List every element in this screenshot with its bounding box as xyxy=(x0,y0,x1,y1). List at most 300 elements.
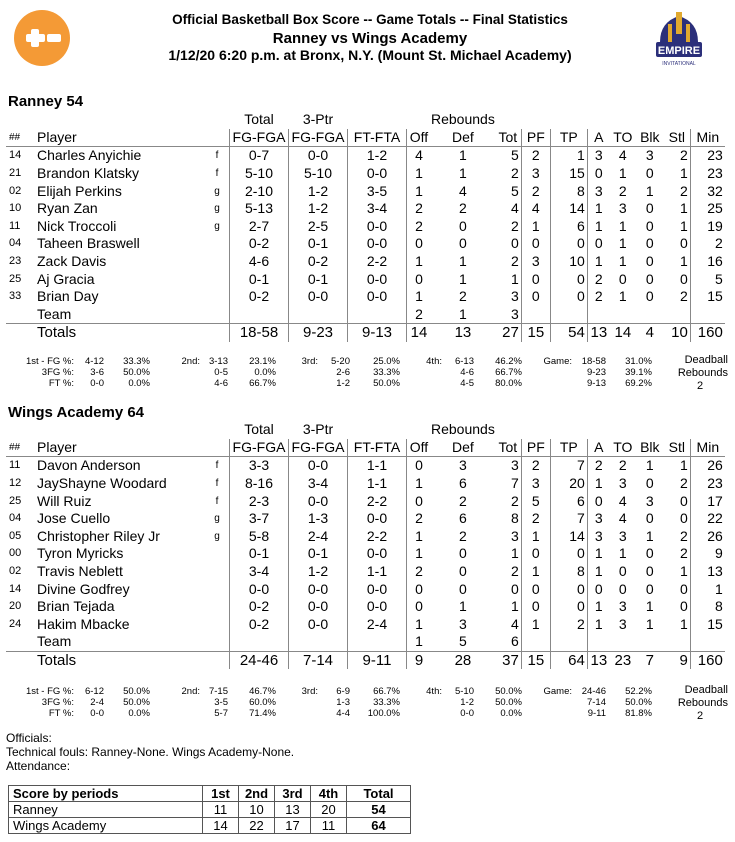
stat-pf: 2 xyxy=(521,457,550,475)
column-header: Off xyxy=(407,439,432,457)
team-row-cell xyxy=(289,306,348,324)
stat-min: 13 xyxy=(690,563,725,581)
stat-fg3: 0-0 xyxy=(289,598,348,616)
stat-fg: 0-1 xyxy=(230,545,289,563)
stat-min: 19 xyxy=(690,218,725,236)
stat-ft: 1-2 xyxy=(348,147,407,165)
stat-pf: 0 xyxy=(521,580,550,598)
stat-fg3: 0-2 xyxy=(289,253,348,271)
h1-made-attempted: 2-4 xyxy=(90,697,104,708)
h3-made-attempted: 1-2 xyxy=(336,378,350,389)
group-header-cell xyxy=(348,421,407,439)
stat-min: 32 xyxy=(690,182,725,200)
totals-cell: 14 xyxy=(610,324,636,342)
player-number: 02 xyxy=(9,565,22,578)
stat-a: 3 xyxy=(587,528,610,546)
team-row-cell xyxy=(6,306,31,324)
h1-percent: 50.0% xyxy=(123,697,150,708)
stat-a: 1 xyxy=(587,475,610,493)
deadball-label: Deadball xyxy=(684,354,728,366)
h4-percent: 50.0% xyxy=(495,686,522,697)
column-header: Tot xyxy=(495,129,522,147)
player-number: 05 xyxy=(9,529,22,542)
player-name: Elijah Perkins xyxy=(37,182,122,199)
stat-to: 4 xyxy=(618,492,627,509)
column-header: Blk xyxy=(636,129,664,147)
stat-pf: 0 xyxy=(521,598,550,616)
stat-tp: 7 xyxy=(550,457,587,475)
h1-made-attempted: 0-0 xyxy=(90,708,104,719)
stat-pf: 2 xyxy=(521,147,550,165)
h4-made-attempted: 0-0 xyxy=(460,708,474,719)
stat-stl: 2 xyxy=(680,475,688,492)
totals-cell: 28 xyxy=(431,651,495,669)
team-row-cell xyxy=(521,633,550,651)
column-header: TP xyxy=(550,129,587,147)
stat-pf: 1 xyxy=(521,616,550,634)
group-header-cell: Rebounds xyxy=(431,421,495,438)
stat-fg: 0-2 xyxy=(230,616,289,634)
player-position: g xyxy=(214,513,220,525)
player-position xyxy=(205,598,230,616)
column-header: FT-FTA xyxy=(348,129,407,147)
technical-fouls-line: Technical fouls: Ranney-None. Wings Academy-None. xyxy=(6,745,295,759)
stat-blk: 0 xyxy=(645,270,654,287)
period-score: 10 xyxy=(239,802,275,818)
column-header: A xyxy=(587,439,610,457)
stat-to: 0 xyxy=(618,563,627,580)
h4-made-attempted: 1-2 xyxy=(460,697,474,708)
h4-label: 4th: xyxy=(426,686,442,697)
group-header-cell xyxy=(205,421,230,439)
team-row-cell: 1 xyxy=(459,305,467,322)
stat-def: 2 xyxy=(459,200,467,217)
stat-to: 1 xyxy=(618,288,627,305)
score-by-periods-table xyxy=(8,785,411,834)
team-row-cell xyxy=(636,306,664,324)
player-position xyxy=(205,270,230,288)
stat-tot: 2 xyxy=(511,563,519,580)
h1-percent: 50.0% xyxy=(123,367,150,378)
column-group-header xyxy=(6,421,725,439)
stat-fg3: 1-3 xyxy=(289,510,348,528)
stat-fg3: 0-0 xyxy=(289,616,348,634)
stat-blk: 1 xyxy=(645,457,654,474)
stat-fg3: 0-1 xyxy=(289,545,348,563)
stat-a: 0 xyxy=(587,492,610,510)
stat-blk: 0 xyxy=(645,253,654,270)
totals-cell: 160 xyxy=(690,324,725,342)
h4-made-attempted: 5-10 xyxy=(454,686,474,697)
stat-fg3: 0-0 xyxy=(289,288,348,306)
stat-tp: 8 xyxy=(550,563,587,581)
group-header-cell xyxy=(31,111,205,129)
game-made-attempted: 9-11 xyxy=(587,708,606,719)
stat-ft: 0-0 xyxy=(348,218,407,236)
h2-made-attempted: 7-15 xyxy=(208,686,228,697)
column-header-row xyxy=(6,439,725,457)
h1-percent: 0.0% xyxy=(128,378,150,389)
column-header: PF xyxy=(521,129,550,147)
stat-stl: 1 xyxy=(680,217,688,234)
stat-tp: 20 xyxy=(550,475,587,493)
periods-header-1st: 1st xyxy=(203,786,239,802)
h3-made-attempted: 1-3 xyxy=(336,697,350,708)
h3-percent: 50.0% xyxy=(373,378,400,389)
h4-percent: 0.0% xyxy=(500,708,522,719)
player-row xyxy=(6,270,725,288)
team-row-cell xyxy=(664,306,691,324)
stat-def: 1 xyxy=(459,165,467,182)
stat-a: 3 xyxy=(587,510,610,528)
h2-made-attempted: 3-13 xyxy=(208,356,228,367)
period-score: 14 xyxy=(203,818,239,834)
totals-cell: 13 xyxy=(431,324,495,342)
stat-stl: 1 xyxy=(680,457,688,474)
periods-header-2nd: 2nd xyxy=(239,786,275,802)
stat-blk: 3 xyxy=(645,492,654,509)
stat-off: 0 xyxy=(407,457,432,475)
player-row xyxy=(6,457,725,475)
stat-tp: 0 xyxy=(550,545,587,563)
stat-min: 26 xyxy=(690,528,725,546)
team-row-cell xyxy=(205,306,230,324)
player-name: Tyron Myricks xyxy=(37,545,124,562)
player-name: Brian Tejada xyxy=(37,598,115,615)
period-score: 13 xyxy=(275,802,311,818)
stat-tot: 2 xyxy=(511,492,519,509)
team-title-wings: Wings Academy 64 xyxy=(8,404,145,421)
column-group-header xyxy=(6,111,725,129)
h4-label: 4th: xyxy=(426,356,442,367)
h1-made-attempted: 0-0 xyxy=(90,378,104,389)
deadball-rebounds-value: 2 xyxy=(696,710,704,722)
stat-tot: 4 xyxy=(511,200,519,217)
h4-percent: 66.7% xyxy=(495,367,522,378)
totals-cell: 27 xyxy=(495,324,522,342)
totals-cell: 15 xyxy=(521,324,550,342)
stat-a: 3 xyxy=(587,147,610,165)
stat-min: 17 xyxy=(690,492,725,510)
period-total: 64 xyxy=(347,818,411,834)
group-header-cell xyxy=(550,111,587,129)
team-row-cell xyxy=(550,306,587,324)
team-row-cell: 1 xyxy=(407,633,432,651)
stat-fg: 0-1 xyxy=(230,270,289,288)
stat-fg: 8-16 xyxy=(230,475,289,493)
player-position xyxy=(205,545,230,563)
totals-cell: 23 xyxy=(610,651,636,669)
team-row-cell xyxy=(521,306,550,324)
stat-to: 2 xyxy=(618,182,627,199)
period-score: 20 xyxy=(311,802,347,818)
team-row-cell xyxy=(610,633,636,651)
group-header-cell xyxy=(407,421,432,439)
player-row xyxy=(6,200,725,218)
stat-off: 4 xyxy=(407,147,432,165)
stat-pf: 0 xyxy=(521,235,550,253)
stat-to: 2 xyxy=(618,457,627,474)
totals-cell: 4 xyxy=(636,324,664,342)
player-number: 04 xyxy=(9,237,22,250)
column-header: ## xyxy=(6,439,31,457)
stat-stl: 0 xyxy=(680,492,688,509)
stat-off: 2 xyxy=(407,218,432,236)
group-header-cell xyxy=(495,111,522,129)
stat-def: 0 xyxy=(459,545,467,562)
stat-blk: 3 xyxy=(645,147,654,164)
team-row-cell xyxy=(550,633,587,651)
stat-pf: 2 xyxy=(521,510,550,528)
h4-made-attempted: 6-13 xyxy=(454,356,474,367)
stat-tp: 10 xyxy=(550,253,587,271)
column-header: Def xyxy=(431,129,495,147)
stat-fg: 3-7 xyxy=(230,510,289,528)
stat-stl: 1 xyxy=(680,253,688,270)
period-team-name: Wings Academy xyxy=(9,818,203,834)
stat-stl: 2 xyxy=(680,288,688,305)
stat-off: 1 xyxy=(407,475,432,493)
stat-a: 0 xyxy=(587,165,610,183)
stat-to: 1 xyxy=(618,217,627,234)
player-number: 12 xyxy=(9,477,22,490)
stat-off: 2 xyxy=(407,563,432,581)
team-row-cell xyxy=(664,633,691,651)
stat-label: FT %: xyxy=(48,378,74,389)
stat-def: 0 xyxy=(459,217,467,234)
stat-tot: 0 xyxy=(511,580,519,597)
h3-percent: 33.3% xyxy=(373,367,400,378)
h2-made-attempted: 4-6 xyxy=(214,378,228,389)
stat-to: 3 xyxy=(618,200,627,217)
player-number: 24 xyxy=(9,617,22,630)
game-label: Game: xyxy=(543,356,572,367)
h1-percent: 33.3% xyxy=(123,356,150,367)
stat-off: 1 xyxy=(407,182,432,200)
stat-blk: 0 xyxy=(645,510,654,527)
period-score: 11 xyxy=(203,802,239,818)
totals-cell: 54 xyxy=(550,324,587,342)
group-header-cell xyxy=(205,111,230,129)
stat-stl: 2 xyxy=(680,182,688,199)
totals-cell xyxy=(6,324,31,342)
attendance-line: Attendance: xyxy=(6,759,71,773)
stat-ft: 2-2 xyxy=(348,492,407,510)
stat-tot: 3 xyxy=(511,457,519,474)
stat-fg3: 1-2 xyxy=(289,200,348,218)
stat-tot: 5 xyxy=(511,147,519,164)
totals-cell xyxy=(205,651,230,669)
h3-label: 3rd: xyxy=(301,356,318,367)
totals-cell: 7-14 xyxy=(289,651,348,669)
stat-min: 2 xyxy=(690,235,725,253)
stat-tp: 2 xyxy=(550,616,587,634)
h2-label: 2nd: xyxy=(181,686,200,697)
stat-min: 23 xyxy=(690,165,725,183)
stat-a: 0 xyxy=(587,580,610,598)
column-header: TP xyxy=(550,439,587,457)
stat-off: 1 xyxy=(407,288,432,306)
stat-a: 1 xyxy=(587,253,610,271)
stat-ft: 3-5 xyxy=(348,182,407,200)
stat-pf: 1 xyxy=(521,528,550,546)
stat-blk: 0 xyxy=(645,475,654,492)
stat-ft: 0-0 xyxy=(348,510,407,528)
stat-tot: 5 xyxy=(511,182,519,199)
player-row xyxy=(6,492,725,510)
stat-ft: 2-4 xyxy=(348,616,407,634)
game-percent: 52.2% xyxy=(625,686,652,697)
totals-cell: 10 xyxy=(664,324,691,342)
group-header-cell xyxy=(407,111,432,129)
stat-min: 26 xyxy=(690,457,725,475)
player-name: Travis Neblett xyxy=(37,563,123,580)
stat-a: 1 xyxy=(587,218,610,236)
player-position xyxy=(205,253,230,271)
totals-label: Totals xyxy=(31,651,205,669)
h3-label: 3rd: xyxy=(301,686,318,697)
deadball-label: Deadball xyxy=(684,684,728,696)
player-row xyxy=(6,235,725,253)
stat-label: 3FG %: xyxy=(41,367,74,378)
player-name: Taheen Braswell xyxy=(37,235,140,252)
group-header-cell: 3-Ptr xyxy=(302,421,334,438)
stat-off: 1 xyxy=(407,616,432,634)
stat-min: 15 xyxy=(690,616,725,634)
column-header: ## xyxy=(6,129,31,147)
totals-cell: 9 xyxy=(664,651,691,669)
game-made-attempted: 9-23 xyxy=(586,367,606,378)
stat-ft: 1-1 xyxy=(348,457,407,475)
column-header: Tot xyxy=(495,439,522,457)
stat-min: 8 xyxy=(690,598,725,616)
stat-pf: 0 xyxy=(521,270,550,288)
stat-min: 22 xyxy=(690,510,725,528)
stat-ft: 2-2 xyxy=(348,528,407,546)
player-row xyxy=(6,165,725,183)
stat-tot: 0 xyxy=(511,235,519,252)
totals-label: Totals xyxy=(31,324,205,342)
player-number: 14 xyxy=(9,582,22,595)
group-header-cell xyxy=(521,421,550,439)
player-row xyxy=(6,218,725,236)
stat-pf: 1 xyxy=(521,563,550,581)
stat-def: 0 xyxy=(459,235,467,252)
stat-fg: 2-3 xyxy=(230,492,289,510)
player-position: f xyxy=(215,150,219,162)
player-number: 11 xyxy=(9,459,21,472)
stat-to: 1 xyxy=(618,165,627,182)
stat-blk: 1 xyxy=(645,527,654,544)
h1-percent: 0.0% xyxy=(128,708,150,719)
player-number: 11 xyxy=(9,219,21,232)
stat-stl: 0 xyxy=(680,270,688,287)
game-percent: 69.2% xyxy=(625,378,652,389)
player-number: 10 xyxy=(9,202,22,215)
h2-percent: 0.0% xyxy=(254,367,276,378)
stat-pf: 2 xyxy=(521,182,550,200)
player-position: f xyxy=(215,478,219,490)
player-number: 25 xyxy=(9,272,22,285)
totals-cell xyxy=(205,324,230,342)
stat-tp: 0 xyxy=(550,235,587,253)
group-header-cell: Rebounds xyxy=(431,111,495,128)
player-position xyxy=(205,580,230,598)
stat-pf: 4 xyxy=(521,200,550,218)
player-position xyxy=(205,563,230,581)
stat-tp: 0 xyxy=(550,580,587,598)
column-header: FT-FTA xyxy=(348,439,407,457)
stat-fg3: 1-2 xyxy=(289,563,348,581)
empire-invitational-logo xyxy=(656,12,702,70)
player-row xyxy=(6,288,725,306)
stat-pf: 1 xyxy=(521,218,550,236)
stat-blk: 0 xyxy=(645,545,654,562)
stat-blk: 0 xyxy=(645,288,654,305)
stat-stl: 0 xyxy=(680,510,688,527)
player-row xyxy=(6,475,725,493)
stat-stl: 0 xyxy=(680,235,688,252)
stat-to: 0 xyxy=(618,270,627,287)
h3-made-attempted: 4-4 xyxy=(336,708,350,719)
team-row-cell xyxy=(348,306,407,324)
team-row-cell xyxy=(230,633,289,651)
h3-made-attempted: 2-6 xyxy=(336,367,350,378)
game-made-attempted: 9-13 xyxy=(586,378,606,389)
group-header-cell: Total xyxy=(244,421,274,438)
group-header-cell xyxy=(636,421,664,439)
totals-cell: 15 xyxy=(521,651,550,669)
stat-tp: 7 xyxy=(550,510,587,528)
player-position: g xyxy=(214,530,220,542)
group-header-cell xyxy=(664,111,691,129)
stat-tot: 1 xyxy=(511,545,519,562)
stat-min: 23 xyxy=(690,475,725,493)
box-score-table-ranney xyxy=(6,111,725,342)
team-row-cell xyxy=(636,633,664,651)
column-header: Min xyxy=(690,129,725,147)
team-row-cell xyxy=(587,306,610,324)
stat-label: FT %: xyxy=(48,708,74,719)
stat-off: 1 xyxy=(407,528,432,546)
column-header: Stl xyxy=(664,129,691,147)
stat-def: 4 xyxy=(459,182,467,199)
column-header: Blk xyxy=(636,439,664,457)
column-header: TO xyxy=(610,129,636,147)
stat-off: 0 xyxy=(407,598,432,616)
totals-cell: 13 xyxy=(587,324,610,342)
stat-fg: 0-2 xyxy=(230,288,289,306)
box-score-table-wings xyxy=(6,421,725,669)
stat-ft: 3-4 xyxy=(348,200,407,218)
totals-cell: 7 xyxy=(636,651,664,669)
rebounds-label: Rebounds xyxy=(677,367,728,379)
stat-min: 5 xyxy=(690,270,725,288)
stat-tot: 2 xyxy=(511,165,519,182)
stat-fg: 3-3 xyxy=(230,457,289,475)
stat-ft: 1-1 xyxy=(348,475,407,493)
stat-tot: 7 xyxy=(511,475,519,492)
h3-percent: 100.0% xyxy=(367,708,400,719)
player-name: JayShayne Woodard xyxy=(37,475,167,492)
stat-a: 1 xyxy=(587,616,610,634)
team-row-cell xyxy=(348,633,407,651)
game-made-attempted: 7-14 xyxy=(586,697,606,708)
stat-def: 3 xyxy=(459,615,467,632)
player-name: Aj Gracia xyxy=(37,270,95,287)
column-header: FG-FGA xyxy=(289,129,348,147)
periods-row-ranney xyxy=(9,802,411,818)
